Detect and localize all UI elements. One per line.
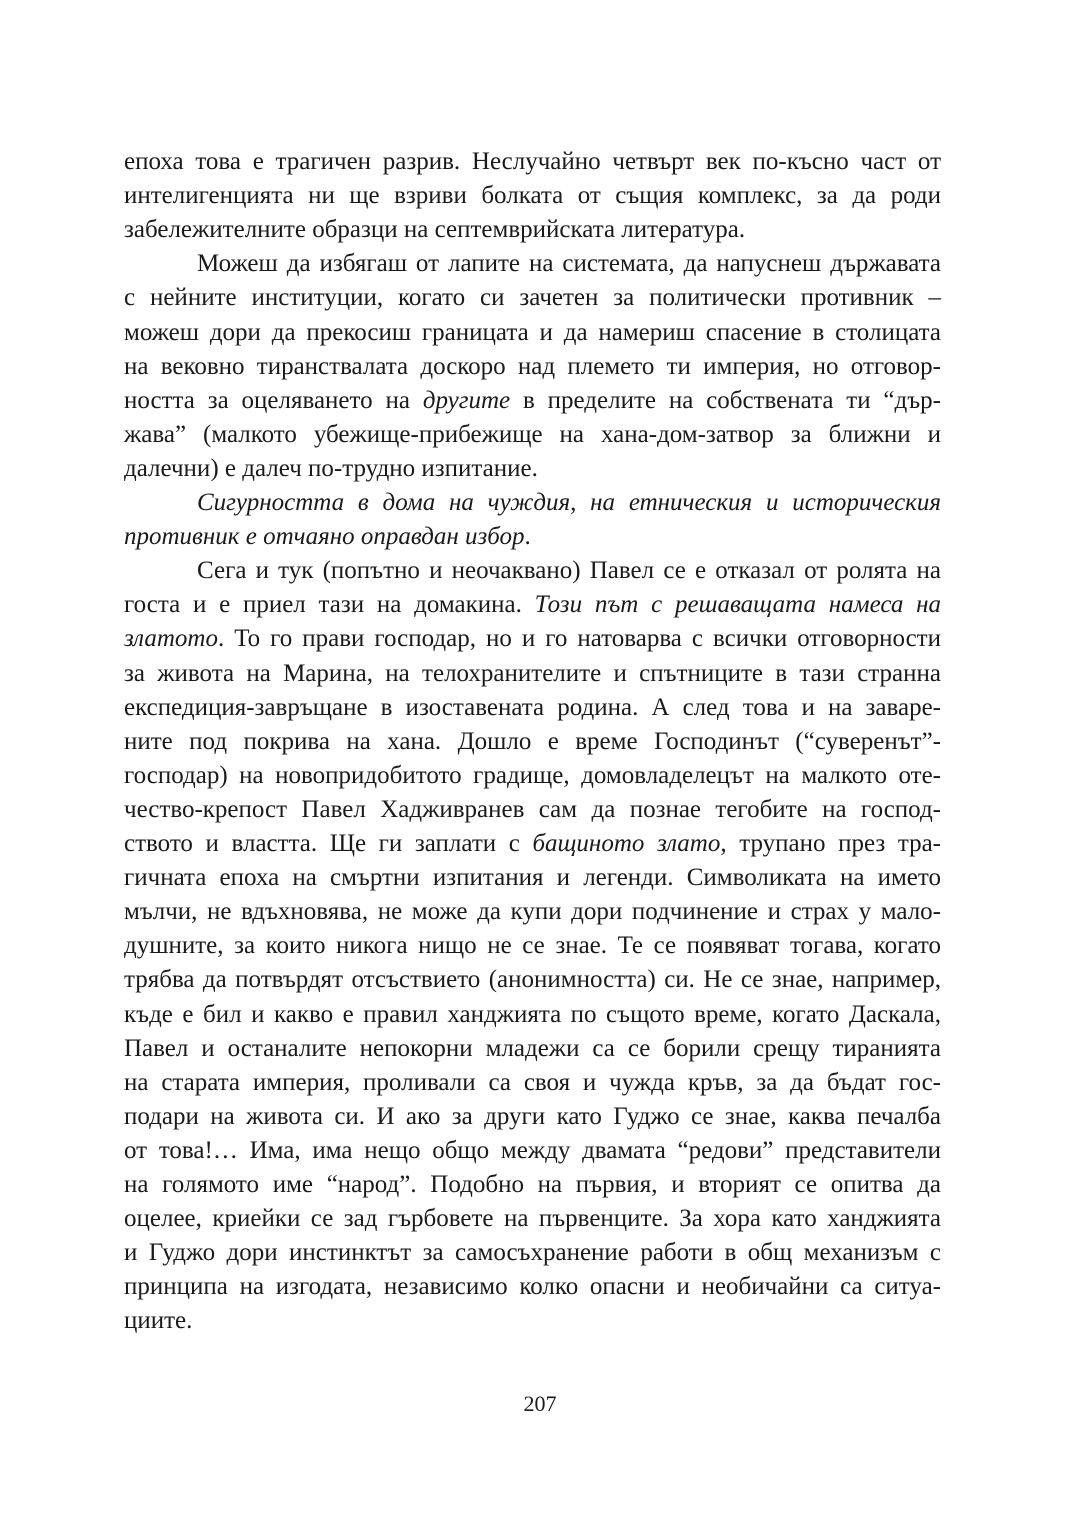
text-run: и Гуджо дори инстинктът за самосъхранение работи в общ механизъм с [124, 1239, 941, 1267]
text-line [124, 793, 941, 827]
text-run: на старата империя, проливали са своя и чужда кръв, за да бъдат гос- [124, 1068, 941, 1096]
text-line [124, 520, 941, 554]
text-run: от това!… Има, има нещо общо между двамата “редови” представители [124, 1136, 941, 1164]
text-line [124, 725, 941, 759]
text-run: интелигенцията ни ще взриви болката от същия комплекс, за да роди [124, 182, 941, 210]
italic-text: златото [124, 625, 218, 653]
text-run: ността за оцеляването на [124, 386, 423, 414]
text-run: на вековно тиранствалата доскоро над племето ти империя, но отговор- [124, 352, 941, 380]
text-run: ните под покрива на хана. Дошло е време Господинът (“суверенът”- [124, 727, 941, 755]
text-line [197, 486, 941, 520]
page-number: 207 [523, 1391, 557, 1416]
text-line [124, 998, 941, 1032]
text-line [124, 1134, 941, 1168]
italic-text: Този път с решаващата намеса на [534, 591, 941, 619]
text-line [124, 759, 941, 793]
text-line [124, 1236, 941, 1270]
text-line [197, 554, 941, 588]
text-run: Павел и останалите непокорни младежи са се борили срещу тиранията [124, 1034, 941, 1062]
text-run: . [524, 523, 531, 551]
text-line [124, 350, 941, 384]
text-line [124, 316, 941, 350]
text-run: , трупано през тра- [720, 830, 941, 857]
italic-text: Сигурността в дома на чуждия, на етническия и историческия [197, 489, 941, 516]
text-run: Сега и тук (попътно и неочаквано) Павел се е отказал от ролята на [197, 557, 941, 585]
text-run: циите. [124, 1307, 193, 1335]
italic-text: другите [422, 386, 511, 414]
text-run: епоха това е трагичен разрив. Неслучайно четвърт век по-късно част от [124, 148, 941, 175]
text-run: експедиция-завръщане в изоставената родина. А след това и на заваре- [124, 693, 941, 721]
text-line [124, 418, 941, 452]
text-run: чество-крепост Павел Хадживранев сам да познае тегобите на господ- [124, 795, 941, 823]
text-line [124, 1202, 941, 1236]
italic-text: бащиното злато [532, 830, 721, 857]
text-run: забележителните образци на септемврийската литература. [124, 216, 746, 244]
text-run: душните, за които никога нищо не се знае. Те се появяват тогава, когато [124, 932, 941, 960]
text-run: Можеш да избягаш от лапите на системата, да напуснеш държавата [197, 250, 941, 278]
text-line [197, 247, 941, 281]
text-run: трябва да потвърдят отсъствието (анонимността) си. Не се знае, например, [124, 966, 941, 994]
text-line [124, 145, 941, 179]
text-line [124, 963, 941, 997]
text-line [124, 1032, 941, 1066]
text-line [124, 213, 941, 247]
text-run: ството и властта. Ще ги заплати с [124, 830, 533, 857]
text-line [124, 691, 941, 725]
text-line [124, 622, 941, 656]
italic-text: противник е отчаяно оправдан избор [124, 523, 525, 551]
text-line [124, 895, 941, 929]
text-run: господар) на новопридобитото градище, домовладелецът на малкото оте- [124, 761, 941, 789]
text-line [124, 657, 941, 691]
text-line [124, 179, 941, 213]
text-line [124, 827, 941, 861]
text-run: оцелее, криейки се зад гърбовете на първенците. За хора като ханджията [124, 1205, 941, 1233]
text-line [124, 1066, 941, 1100]
text-run: с нейните институции, когато си зачетен за политически противник – [124, 284, 941, 312]
text-line [124, 1270, 941, 1304]
text-line [124, 929, 941, 963]
text-run: мълчи, не вдъхновява, не може да купи дори подчинение и страх у мало- [124, 898, 941, 926]
text-run: гичната епоха на смъртни изпитания и легенди. Символиката на името [124, 864, 941, 892]
text-run: жава” (малкото убежище-прибежище на хана-дом-затвор за ближни и [124, 420, 941, 448]
text-run: за живота на Марина, на телохранителите и спътниците в тази странна [124, 659, 941, 687]
text-run: в пределите на собствената ти “дър- [510, 386, 941, 414]
text-run: далечни) е далеч по-трудно изпитание. [124, 454, 538, 482]
text-run: госта и е приел тази на домакина. [124, 591, 535, 619]
text-line [124, 452, 941, 486]
text-line [124, 1304, 941, 1338]
text-line [124, 1100, 941, 1134]
text-line [124, 861, 941, 895]
text-run: . То го прави господар, но и го натоварва с всички отговорности [217, 625, 941, 653]
text-line [124, 1168, 941, 1202]
text-run: на голямото име “народ”. Подобно на първия, и вторият се опитва да [124, 1171, 941, 1198]
text-line [124, 281, 941, 315]
text-run: къде е бил и какво е правил ханджията по същото време, когато Даскала, [124, 1000, 941, 1028]
text-line [124, 384, 941, 418]
text-line [124, 588, 941, 622]
text-run: можеш дори да прекосиш границата и да намериш спасение в столицата [124, 318, 941, 346]
text-run: подари на живота си. И ако за други като Гуджо се знае, каква печалба [124, 1102, 941, 1130]
text-run: принципа на изгодата, независимо колко опасни и необичайни са ситуа- [124, 1273, 941, 1301]
